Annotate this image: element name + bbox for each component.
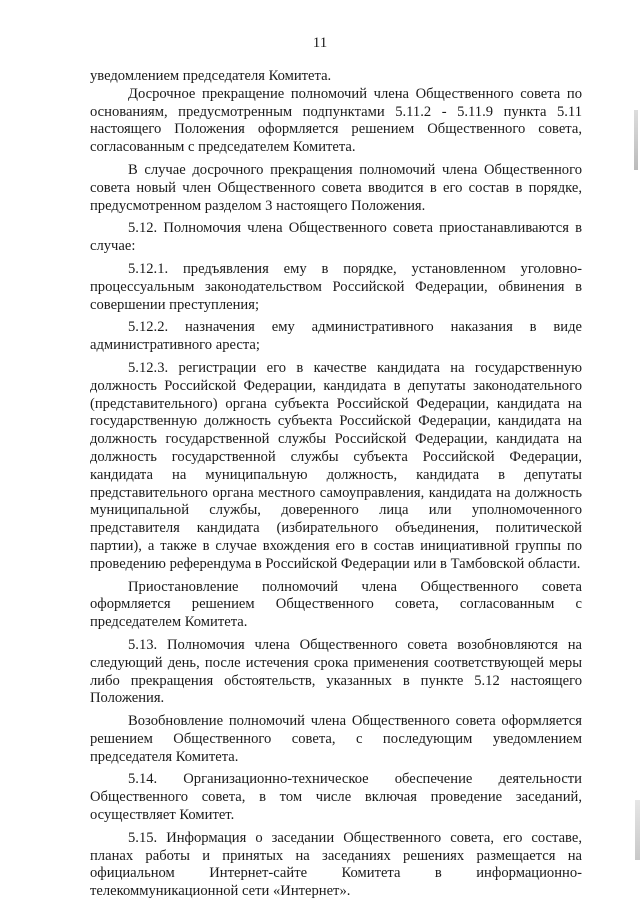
page-number: 11 <box>312 35 328 51</box>
paragraph-early-termination: Досрочное прекращение полномочий члена Общественного совета по основаниям, предусмотренным подпунктами 5.11.2 - 5.11.9 пункта 5.11 настоящего Положения оформляется решением Общественного совета, согласованным с председателем Комитета. <box>90 85 582 156</box>
paragraph-new-member: В случае досрочного прекращения полномочий члена Общественного совета новый член Общественного совета вводится в его состав в порядке, предусмотренном разделом 3 настоящего Положения. <box>90 161 582 214</box>
clause-5-14: 5.14. Организационно-техническое обеспечение деятельности Общественного совета, в том числе включая проведение заседаний, осуществляет Комитет. <box>90 771 582 824</box>
clause-5-12-1: 5.12.1. предъявления ему в порядке, установленном уголовно-процессуальным законодательством Российской Федерации, обвинения в совершении преступления; <box>90 260 582 313</box>
clause-5-12: 5.12. Полномочия члена Общественного совета приостанавливаются в случае: <box>90 220 582 255</box>
paragraph-continuation: уведомлением председателя Комитета. <box>90 68 332 84</box>
clause-5-12-3: 5.12.3. регистрации его в качестве кандидата на государственную должность Российской Федерации, кандидата в депутаты законодательного (представительного) органа субъекта Российской Федерации, кандидата на государственную должность субъекта Российской Федерации, кандидата на должность государственной службы Российской Федерации, кандидата на должность государственной службы субъекта Российской Федерации, кандидата на муниципальную должность, кандидата в депутаты представительного органа местного самоуправления, кандидата на должность муниципальной службы, доверенного лица или уполномоченного представителя кандидата (избирательного объединения, политической партии), а также в случае вхождения его в состав инициативной группы по проведению референдума в Российской Федерации или в Тамбовской области. <box>90 359 582 572</box>
clause-5-13: 5.13. Полномочия члена Общественного совета возобновляются на следующий день, после истечения срока применения соответствующей меры либо прекращения обстоятельств, указанных в пункте 5.12 настоящего Положения. <box>90 636 582 707</box>
document-body <box>90 68 582 901</box>
scan-edge-mark <box>634 110 638 170</box>
paragraph-resumption: Возобновление полномочий члена Общественного совета оформляется решением Общественного совета, с последующим уведомлением председателя Комитета. <box>90 713 582 765</box>
scan-edge-mark <box>635 800 640 860</box>
clause-5-12-2: 5.12.2. назначения ему административного наказания в виде административного ареста; <box>90 319 582 354</box>
paragraph-suspension: Приостановление полномочий члена Общественного совета оформляется решением Общественного совета, согласованным с председателем Комитета. <box>90 578 582 631</box>
clause-5-15: 5.15. Информация о заседании Общественного совета, его составе, планах работы и принятых на заседаниях решениях размещается на официальном Интернет-сайте Комитета в информационно-телекоммуникационной сети «Интернет». <box>90 829 582 900</box>
